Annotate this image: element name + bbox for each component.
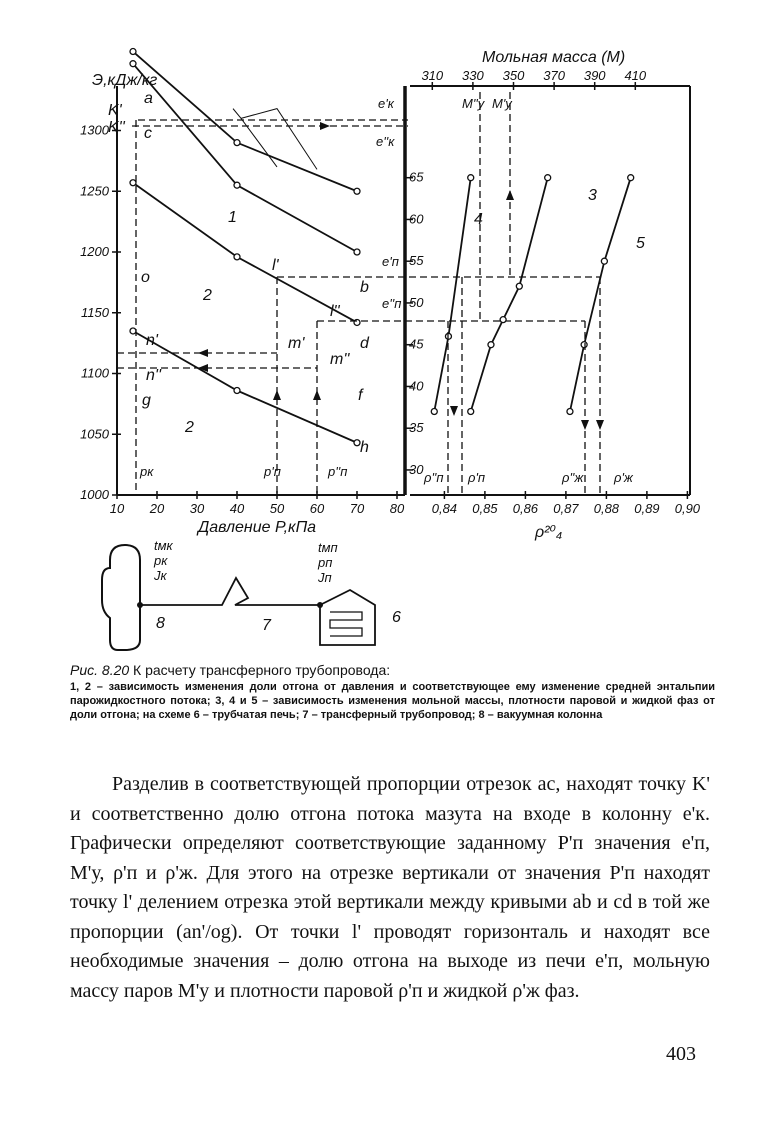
point-label: m'' <box>330 351 350 368</box>
column-param-label: tмк <box>154 538 173 553</box>
e-axis-tick-label: 55 <box>409 253 424 269</box>
column-inlet-point <box>137 602 143 608</box>
right-top-label: Мольная масса (M) <box>482 49 626 66</box>
density-label: ρ''ж <box>562 470 584 485</box>
left-y-tick-label: 1150 <box>81 304 109 320</box>
curve-1-leader <box>233 109 277 167</box>
e-value-label: e'к <box>378 96 394 111</box>
furnace-param-label: Jп <box>318 570 332 585</box>
right-x-tick-label: 0,84 <box>431 501 458 516</box>
molar-mass-label: M''у <box>462 96 485 111</box>
curve-of-point <box>234 254 240 260</box>
curve-cd-point <box>234 182 240 188</box>
left-y-tick-label: 1200 <box>80 244 109 259</box>
left-x-tick-label: 20 <box>149 501 165 516</box>
point-label: a <box>144 90 153 107</box>
point-label: n'' <box>146 367 162 384</box>
right-top-tick-label: 370 <box>543 68 565 83</box>
point-label: K'' <box>108 119 125 136</box>
arrow-n1 <box>198 349 208 357</box>
right-x-tick-label: 0,87 <box>553 501 579 516</box>
left-y-tick-label: 1050 <box>80 426 109 442</box>
right-x-tick-label: 0,85 <box>472 501 498 516</box>
pressure-label: p''п <box>328 464 348 479</box>
left-x-tick-label: 80 <box>389 501 405 516</box>
e-value-label: e''к <box>376 134 395 149</box>
e-value-label: e''п <box>382 296 402 311</box>
point-label: o <box>141 269 150 286</box>
curve-cd-point <box>130 61 136 67</box>
furnace-param-label: pп <box>318 555 333 570</box>
curve-number-label: 4 <box>474 211 483 228</box>
pressure-label: p'п <box>264 464 281 479</box>
density-label: ρ'ж <box>614 470 633 485</box>
curve-3-point <box>500 317 506 323</box>
curve-number-label: 1 <box>228 209 237 226</box>
body-paragraph-text: Разделив в соответствующей пропорции отрезок ac, находят точку K' и соответственно долю отгона потока мазута на входе в колонну e'к. Графически определяют соответствующие заданному P'п значения e'п, M'у, ρ'п и ρ'ж. Для этого на отрезке вертикали от значения P'п находят точку l' делением отрезка этой вертикали между кривыми ab и cd в той же пропорции (an'/og). От точки l' проводят горизонталь и находят все необходимые значения – долю отгона на выходе из печи e'п, мольную массу паров M'у и плотности паровой ρ'п и жидкой ρ'ж фаз. <box>70 773 710 1002</box>
point-label: g <box>142 392 151 409</box>
point-label: n' <box>146 332 158 349</box>
curve-5-point <box>567 409 573 415</box>
curve-of-point <box>130 180 136 186</box>
e-axis-tick-label: 35 <box>409 420 424 436</box>
e-axis-tick-label: 60 <box>409 211 424 227</box>
curve-number-label: 3 <box>588 187 597 204</box>
scheme-number-label: 6 <box>392 609 401 626</box>
figure-caption <box>70 662 715 722</box>
left-x-tick-label: 10 <box>109 501 125 516</box>
left-x-label: Давление P,кПа <box>198 519 317 536</box>
point-label: d <box>360 335 369 352</box>
curve-4-point <box>431 409 437 415</box>
curve-5-point <box>601 258 607 264</box>
right-x-tick-label: 0,86 <box>512 501 539 516</box>
caption-legend: 1, 2 – зависимость изменения доли отгона от давления и соответствующее ему изменение средней энтальпии парожидкостного потока; 3, 4 и 5 – зависимость изменения мольной массы, плотности паровой и жидкой фаз от доли отгона; на схеме 6 – трубчатая печь; 7 – трансферный трубопровод; 8 – вакуумная колонна <box>70 681 715 721</box>
body-paragraph <box>70 770 710 1006</box>
point-label: c <box>144 125 152 142</box>
transfer-pipeline-shape <box>140 578 320 605</box>
right-top-tick-label: 410 <box>624 68 647 83</box>
point-label: h <box>360 439 369 456</box>
arrow-p2 <box>313 390 321 400</box>
left-x-tick-label: 40 <box>229 501 245 516</box>
molar-mass-label: M'у <box>492 96 512 111</box>
point-label: f <box>358 387 363 404</box>
e-axis-tick-label: 30 <box>409 461 424 477</box>
right-top-tick-label: 310 <box>421 68 444 83</box>
point-label: l'' <box>330 303 340 320</box>
e-axis-tick-label: 50 <box>409 294 424 310</box>
left-chart <box>80 49 604 536</box>
curve-3-point <box>488 342 494 348</box>
curve-gh <box>133 331 357 443</box>
right-chart <box>410 49 701 541</box>
caption-figure-number: Рис. 8.20 <box>70 662 130 678</box>
right-top-tick-label: 390 <box>583 68 606 83</box>
curve-4-point <box>468 175 474 181</box>
column-param-label: pк <box>154 553 168 568</box>
curve-ab <box>133 52 357 192</box>
page-number: 403 <box>666 1043 696 1065</box>
left-y-tick-label: 1000 <box>80 487 109 502</box>
density-label: ρ''п <box>424 470 444 485</box>
curve-3-point <box>468 409 474 415</box>
e-axis-tick-label: 45 <box>409 336 424 352</box>
right-x-tick-label: 0,89 <box>634 501 660 516</box>
middle-axis <box>376 86 424 495</box>
e-axis-tick-label: 40 <box>409 378 424 394</box>
curve-3-point <box>516 283 522 289</box>
density-label: ρ'п <box>468 470 486 485</box>
curve-gh-point <box>130 328 136 334</box>
furnace-shape <box>320 590 375 645</box>
scheme-number-label: 7 <box>262 617 271 634</box>
point-label: m' <box>288 335 305 352</box>
vacuum-column-shape <box>102 545 140 650</box>
arrow-p1 <box>273 390 281 400</box>
caption-title-text: К расчету трансферного трубопровода: <box>133 662 391 678</box>
caption-title <box>70 662 715 678</box>
furnace-param-label: tмп <box>318 540 338 555</box>
arrow-r1 <box>450 406 458 416</box>
curve-5-point <box>628 175 634 181</box>
e-value-label: e'п <box>382 254 399 269</box>
left-y-tick-label: 1300 <box>80 122 109 138</box>
left-y-label: Э,кДж/кг <box>92 72 158 89</box>
curve-cd-point <box>354 249 360 255</box>
point-label: K' <box>108 102 122 119</box>
curve-gh-point <box>234 388 240 394</box>
column-param-label: Jк <box>154 568 167 583</box>
curve-ab-point <box>354 188 360 194</box>
left-x-tick-label: 50 <box>269 501 285 516</box>
furnace-coil-shape <box>330 612 362 636</box>
curve-of <box>133 183 357 323</box>
curve-cd <box>133 64 357 252</box>
left-x-tick-label: 60 <box>309 501 325 516</box>
point-label: b <box>360 279 369 296</box>
curve-number-label: 2 <box>185 419 194 436</box>
right-x-tick-label: 0,88 <box>593 501 620 516</box>
pressure-label: pк <box>140 464 154 479</box>
scheme-number-label: 8 <box>156 615 165 632</box>
curve-5-point <box>581 342 587 348</box>
arrow-ek <box>320 122 330 130</box>
right-x-tick-label: 0,90 <box>674 501 701 516</box>
curve-4 <box>434 178 470 412</box>
point-label: l' <box>272 257 279 274</box>
curve-3-point <box>545 175 551 181</box>
left-y-tick-label: 1250 <box>80 183 109 199</box>
furnace-outlet-point <box>317 602 323 608</box>
right-x-label: ρ²⁰₄ <box>535 524 563 541</box>
curve-number-label: 2 <box>203 287 212 304</box>
curve-number-label: 5 <box>636 235 645 252</box>
e-axis-tick-label: 65 <box>409 169 424 185</box>
scheme <box>102 538 401 650</box>
left-x-tick-label: 70 <box>349 501 365 516</box>
right-top-tick-label: 330 <box>462 68 484 83</box>
right-top-tick-label: 350 <box>502 68 525 83</box>
curve-ab-point <box>130 49 136 55</box>
left-x-tick-label: 30 <box>189 501 205 516</box>
left-y-tick-label: 1100 <box>81 365 109 381</box>
curve-ab-point <box>234 140 240 146</box>
